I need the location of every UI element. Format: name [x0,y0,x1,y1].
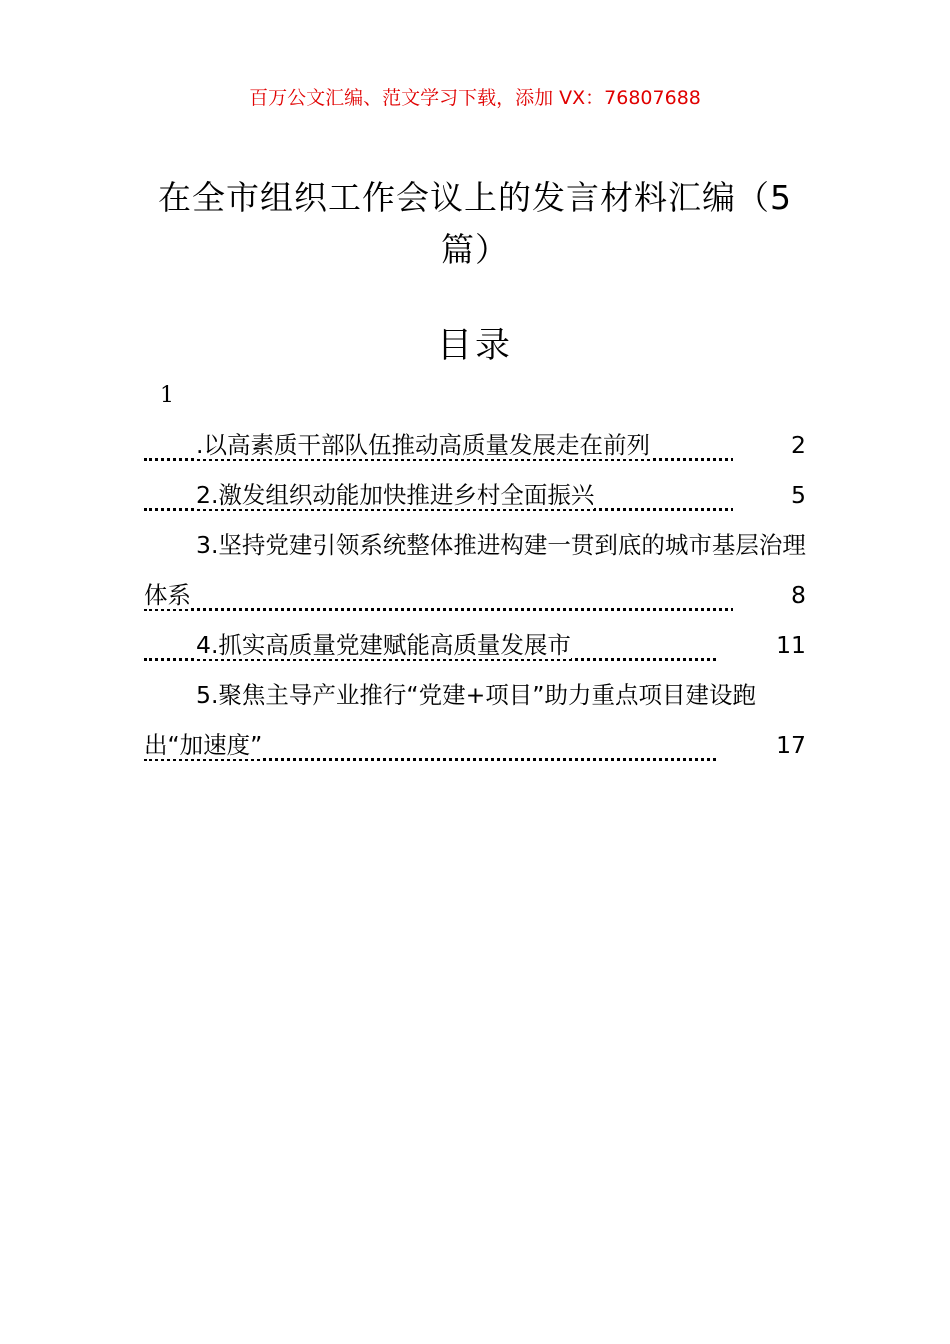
toc-heading: 目录 [436,326,513,366]
table-of-contents [144,420,806,770]
toc-entry-1[interactable] [144,420,806,470]
toc-leader-dots [144,588,806,611]
toc-page-number: 17 [718,720,806,770]
toc-page-number: 2 [733,420,806,470]
toc-entry-text: 2.激发组织动能加快推进乡村全面振兴 [196,481,595,509]
toc-entry-5[interactable] [144,670,806,770]
header-note: 百万公文汇编、范文学习下载，添加 VX：76807688 [249,87,701,109]
toc-page-number: 5 [733,470,806,520]
document-title: 在全市组织工作会议上的发言材料汇编（5篇） [158,178,792,269]
section-number: 1 [160,383,174,408]
toc-entry-3[interactable] [144,520,806,620]
toc-entry-2[interactable] [144,470,806,520]
toc-page-number: 8 [733,570,806,620]
toc-page-number: 11 [718,620,806,670]
toc-entry-text: 3.坚持党建引领系统整体推进构建一贯到底的城市基层治理体系 [144,531,806,609]
toc-entry-text: 4.抓实高质量党建赋能高质量发展市 [196,631,571,659]
toc-entry-text: .以高素质干部队伍推动高质量发展走在前列 [196,431,650,459]
toc-entry-4[interactable] [144,620,806,670]
toc-entry-text: 5.聚焦主导产业推行“党建+项目”助力重点项目建设跑出“加速度” [144,681,756,759]
